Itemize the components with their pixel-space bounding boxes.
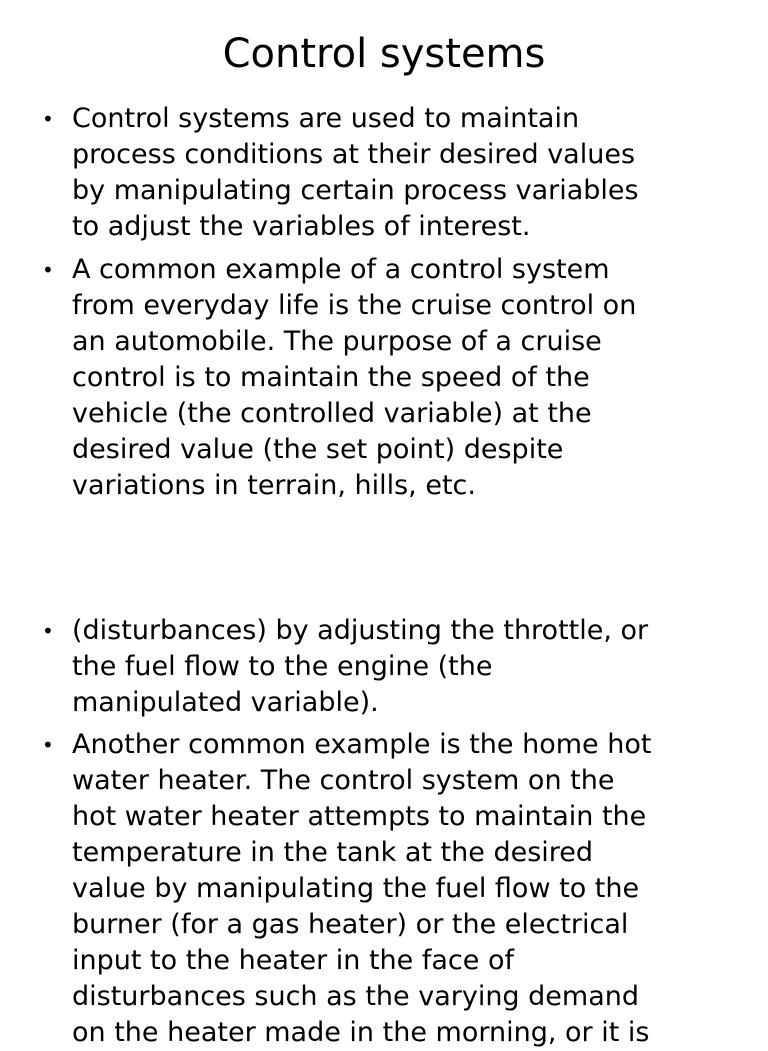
bullet-item [42,727,722,1051]
bullet-text: A common example of a control system from everyday life is the cruise control on an automobile. The purpose of a cruise control is to maintain the speed of the vehicle (the controlled variable) at the desired value (the set point) despite variations in terrain, hills, etc. [72,254,637,501]
slide-title: Control systems [222,31,546,77]
bullet-text: Control systems are used to maintain process conditions at their desired values by manipulating certain process variables to adjust the variables of interest. [72,103,639,242]
bullet-marker: • [42,107,54,131]
bullet-marker: • [42,258,54,282]
bullet-text: Another common example is the home hot water heater. The control system on the hot water heater attempts to maintain the temperature in the tank at the desired value by manipulating the fuel flow to the burner (for a gas heater) or the electrical input to the heater in the face of disturbances such as the varying demand on the heater made in the morning, or it is [72,729,652,1048]
bullet-item [42,101,722,245]
bullet-item [42,252,722,504]
bullet-item [42,613,722,721]
bullet-marker: • [42,733,54,757]
bullet-marker: • [42,619,54,643]
bullet-text: (disturbances) by adjusting the throttle, or the fuel flow to the engine (the manipulated variable). [72,615,649,718]
